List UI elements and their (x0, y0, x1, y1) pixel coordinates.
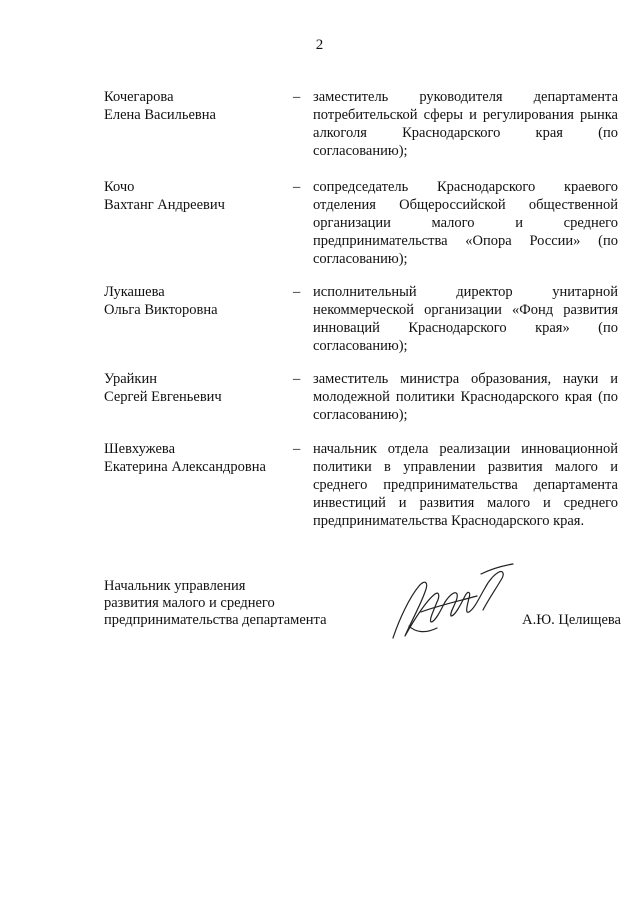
member-given-names: Елена Васильевна (104, 107, 216, 123)
signer-name: А.Ю. Целищева (522, 612, 621, 628)
member-name (104, 283, 294, 319)
signatory-title-line: предпринимательства департамента (104, 612, 327, 628)
member-entry (104, 178, 618, 283)
member-surname: Кочегарова (104, 89, 174, 105)
member-surname: Кочо (104, 179, 135, 195)
member-given-names: Вахтанг Андреевич (104, 197, 225, 213)
signatory-title-line: Начальник управления (104, 578, 246, 594)
member-entry (104, 88, 618, 178)
member-surname: Шевхужева (104, 441, 176, 457)
member-surname: Урайкин (104, 371, 158, 387)
member-entry (104, 370, 618, 440)
member-given-names: Екатерина Александровна (104, 459, 266, 475)
handwritten-signature (385, 560, 520, 645)
entry-dash: – (293, 284, 301, 300)
member-list (104, 88, 618, 530)
member-name (104, 88, 294, 124)
signatory-title (104, 578, 327, 629)
entry-dash: – (293, 441, 301, 457)
member-surname: Лукашева (104, 284, 165, 300)
entry-dash: – (293, 89, 301, 105)
member-name (104, 370, 294, 406)
member-name (104, 178, 294, 214)
signatory-title-line: развития малого и среднего (104, 595, 275, 611)
page-number: 2 (315, 37, 324, 53)
member-position: сопредседатель Краснодарского краевого отделения Общероссийской общественной организации малого и среднего предпринимательства «Опора России» (по согласованию); (313, 179, 618, 267)
member-given-names: Сергей Евгеньевич (104, 389, 222, 405)
entry-dash: – (293, 371, 301, 387)
member-position: исполнительный директор унитарной некоммерческой организации «Фонд развития инноваций Краснодарского края» (по согласованию); (313, 284, 618, 354)
entry-dash: – (293, 179, 301, 195)
member-given-names: Ольга Викторовна (104, 302, 218, 318)
member-entry (104, 283, 618, 370)
member-entry (104, 440, 618, 530)
member-name (104, 440, 294, 476)
member-position: заместитель руководителя департамента потребительской сферы и регулирования рынка алкоголя Краснодарского края (по согласованию); (313, 89, 618, 159)
member-position: заместитель министра образования, науки и молодежной политики Краснодарского края (по согласованию); (313, 371, 618, 423)
member-position: начальник отдела реализации инновационной политики в управлении развития малого и среднего предпринимательства департамента инвестиций и развития малого и среднего предпринимательства Краснодарского края. (313, 441, 618, 529)
